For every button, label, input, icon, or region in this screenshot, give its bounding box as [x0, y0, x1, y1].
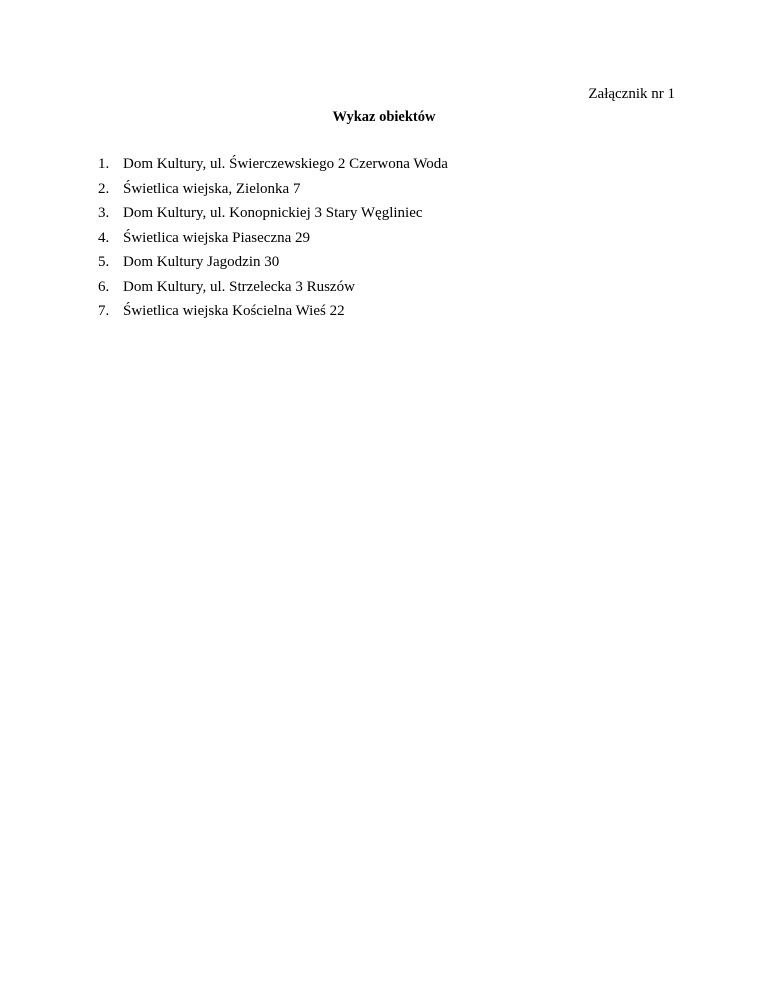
list-item-text: Dom Kultury, ul. Świerczewskiego 2 Czerwona Woda — [123, 156, 448, 172]
list-item — [98, 203, 448, 228]
list-item — [98, 179, 448, 204]
list-item-number: 1. — [98, 156, 110, 172]
list-item-text: Dom Kultury, ul. Konopnickiej 3 Stary Węgliniec — [123, 205, 423, 221]
list-item-text: Świetlica wiejska, Zielonka 7 — [123, 180, 301, 197]
list-item-number: 4. — [98, 229, 110, 246]
list-item — [98, 277, 448, 302]
list-item-text: Świetlica wiejska Kościelna Wieś 22 — [123, 303, 345, 319]
facility-list — [98, 154, 448, 326]
list-item — [98, 228, 448, 253]
list-item — [98, 301, 448, 326]
list-item-number: 3. — [98, 205, 110, 221]
list-item-text: Świetlica wiejska Piaseczna 29 — [123, 229, 311, 246]
list-item-number: 7. — [98, 303, 110, 319]
list-item-number: 2. — [98, 180, 110, 197]
annex-label: Załącznik nr 1 — [588, 86, 675, 102]
list-item — [98, 252, 448, 277]
document-title: Wykaz obiektów — [332, 109, 436, 125]
list-item-number: 6. — [98, 278, 110, 295]
list-item-text: Dom Kultury, ul. Strzelecka 3 Ruszów — [123, 278, 355, 295]
list-item-text: Dom Kultury Jagodzin 30 — [123, 254, 280, 270]
list-item-number: 5. — [98, 254, 110, 270]
list-item — [98, 154, 448, 179]
